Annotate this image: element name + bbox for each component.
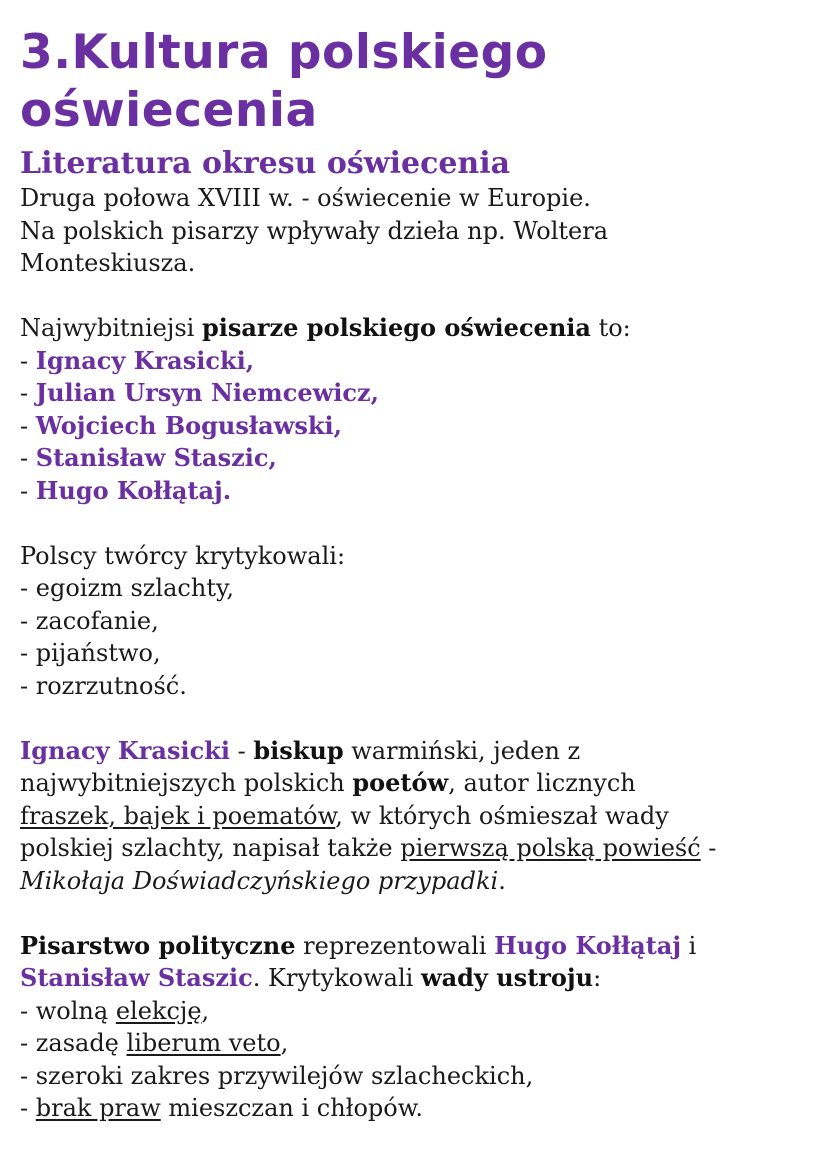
writer-name: Ignacy Krasicki,: [35, 345, 255, 375]
list-item: - Hugo Kołłątaj.: [20, 475, 232, 505]
writers-lead-after: to:: [590, 314, 631, 342]
flaws-term: wady ustroju: [420, 963, 594, 992]
criticism-item: egoizm szlachty,: [35, 574, 234, 602]
spacer: [20, 702, 808, 735]
krasicki-line-4: [20, 832, 808, 865]
political-item-1: [20, 995, 808, 1028]
poets-term: poetów: [352, 768, 449, 797]
list-item: - Julian Ursyn Niemcewicz,: [20, 378, 379, 407]
criticism-lead: Polscy twórcy krytykowali:: [20, 541, 346, 570]
writers-lead-text: Najwybitniejsi: [20, 314, 202, 342]
krasicki-name: Ignacy Krasicki: [20, 735, 230, 765]
text: i: [681, 931, 697, 960]
text: ,: [201, 996, 210, 1025]
text: , autor licznych: [448, 769, 636, 797]
dash: -: [229, 736, 254, 765]
political-item-4: [20, 1092, 808, 1125]
text: :: [593, 964, 602, 992]
liberum-veto-term: liberum veto: [126, 1029, 281, 1057]
text: . Krytykowali: [252, 964, 421, 992]
text: ,: [280, 1029, 289, 1057]
text: -: [20, 1094, 36, 1122]
criticism-item: rozrzutność.: [35, 671, 187, 700]
writers-lead: [20, 312, 808, 345]
writers-lead-bold: pisarze polskiego oświecenia: [201, 313, 591, 342]
political-line-1: [20, 930, 808, 963]
text: -: [700, 834, 717, 862]
political-term: Pisarstwo polityczne: [20, 930, 296, 960]
text: najwybitniejszych polskich: [20, 769, 353, 797]
spacer: [20, 280, 808, 313]
kollataj-name: Hugo Kołłątaj: [494, 930, 682, 960]
list-item: - Wojciech Bogusławski,: [20, 410, 342, 440]
criticism-item: zacofanie,: [35, 606, 159, 635]
election-term: elekcję: [115, 996, 202, 1025]
intro-line-3: Monteskiusza.: [20, 249, 196, 277]
krasicki-line-5: [20, 865, 808, 898]
novel-term: pierwszą polską powieść: [400, 834, 701, 862]
writer-name: Stanisław Staszic,: [35, 443, 277, 472]
no-rights-term: brak praw: [35, 1094, 161, 1122]
works-term: fraszek, bajek i poematów: [20, 801, 336, 830]
political-item-2: [20, 1027, 808, 1060]
page-title: 3.Kultura polskiego oświecenia: [20, 25, 548, 138]
writers-list: [20, 345, 808, 508]
writer-name: Julian Ursyn Niemcewicz,: [35, 378, 379, 407]
list-item: - egoizm szlachty,: [20, 574, 234, 602]
text: warmiński, jeden z: [343, 736, 581, 765]
text: - wolną: [20, 996, 116, 1025]
text: .: [498, 866, 506, 895]
spacer: [20, 897, 808, 930]
text: , w których ośmieszał wady: [335, 801, 669, 830]
writer-name: Wojciech Bogusławski,: [35, 410, 342, 440]
intro-line-2: Na polskich pisarzy wpływały dzieła np. Woltera: [20, 216, 608, 245]
text: polskiej szlachty, napisał także: [20, 834, 401, 862]
krasicki-line-3: [20, 800, 808, 833]
criticism-item: pijaństwo,: [35, 639, 161, 667]
text: reprezentowali: [295, 931, 495, 960]
intro-line-1: Druga połowa XVIII w. - oświecenie w Europie.: [20, 184, 591, 212]
list-item: - rozrzutność.: [20, 671, 187, 700]
krasicki-line-2: [20, 767, 808, 800]
bishop-term: biskup: [253, 735, 344, 765]
political-item-3: - szeroki zakres przywilejów szlacheckich,: [20, 1061, 534, 1090]
list-item: - zacofanie,: [20, 606, 159, 635]
writer-name: Hugo Kołłątaj.: [35, 475, 232, 505]
staszic-name: Stanisław Staszic: [20, 963, 253, 992]
spacer: [20, 507, 808, 540]
section-heading: Literatura okresu oświecenia: [20, 146, 511, 181]
list-item: - Ignacy Krasicki,: [20, 345, 255, 375]
text: - zasadę: [20, 1029, 127, 1057]
list-item: - Stanisław Staszic,: [20, 443, 277, 472]
krasicki-line-1: [20, 735, 808, 768]
novel-title: Mikołaja Doświadczyńskiego przypadki: [20, 866, 499, 895]
text: mieszczan i chłopów.: [160, 1094, 424, 1122]
political-line-2: [20, 962, 808, 995]
criticism-list: [20, 572, 808, 702]
list-item: - pijaństwo,: [20, 639, 161, 667]
